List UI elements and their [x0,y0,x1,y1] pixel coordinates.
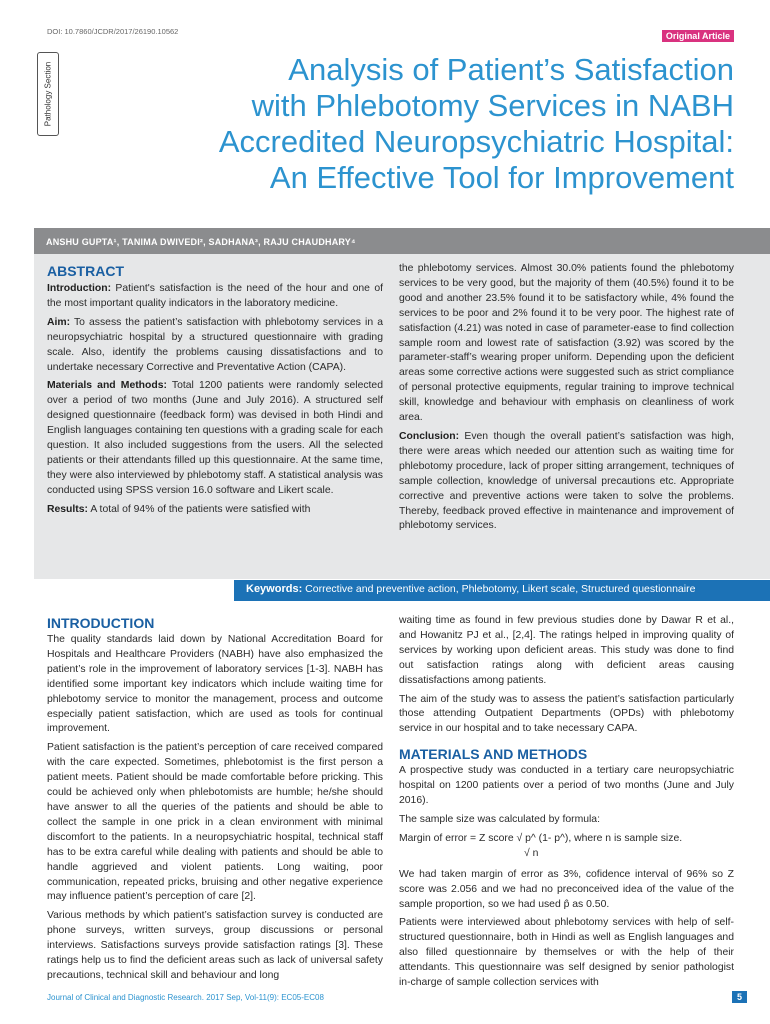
journal-footer: Journal of Clinical and Diagnostic Research. 2017 Sep, Vol-11(9): EC05-EC08 [47,993,324,1002]
title-line: An Effective Tool for Improvement [269,160,734,195]
results-text: A total of 94% of the patients were satisfied with [88,503,311,515]
aim-text: To assess the patient’s satisfaction with phlebotomy services in a neuropsychiatric hospital by a structured questionnaire with grading scale. Also, identify the problems causing dissatisfactions and to undertake necessary Corrective and Preventative Action (CAPA). [47,316,383,373]
abstract-conclusion [399,430,734,534]
article-type-badge: Original Article [662,30,734,42]
abstract-aim [47,316,383,376]
intro-text: Patient's satisfaction is the need of the hour and one of the most important quality indicators in the laboratory medicine. [47,283,383,309]
methods-paragraph: A prospective study was conducted in a tertiary care neuropsychiatric hospital on 1200 patients over a period of two months (June and July 2016). [399,765,734,807]
formula-denominator: √ n [524,847,539,859]
introduction-paragraph: Patient satisfaction is the patient’s perception of care received compared with the care expected. Sometimes, phlebotomist is the first person a patient meets. Patient should be made comfortable before pricking. This could be achieved only when phlebotomists are humble; he/she should have answer to all the queries of the patients and should be able to collect the sample in one prick in a clean environment with minimal discomfort to the patients. In a neuropsychiatric hospital, technical staff has to be extra careful while dealing with patients and should be able to handle aggrieved and violent patients. Long waiting, poor communication, repeated pricks, bruising and other negative experience may influence patient’s perception of care [2]. [47,742,383,903]
intro-label: Introduction: [47,283,112,294]
abstract-introduction [47,282,383,312]
section-tab [37,52,59,136]
methods-text: Total 1200 patients were randomly selected over a period of two months (June and July 2016). A structured self designed questionnaire (feedback form) was devised in both Hindi and English languages containing ten questions with a grading scale for each question. It also included suggestions from the users. All the selected patients or their attendants filled up this questionnaire. At the same time, they were also interviewed by phlebotomy staff. A statistical analysis was conducted using SPSS version 16.0 software and Likert scale. [47,380,383,496]
page-number: 5 [732,991,747,1003]
methods-label: Materials and Methods: [47,380,167,392]
keywords-label: Keywords: [246,583,303,595]
abstract-right-column [399,262,734,538]
methods-paragraph: The sample size was calculated by formula: [399,813,600,825]
doi-text: DOI: 10.7860/JCDR/2017/26190.10562 [47,27,179,36]
methods-paragraph: We had taken margin of error as 3%, cofidence interval of 96% so Z score was 2.056 and we had no preconceived idea of the value of the sample proportion, so we had used p̂ as 0.50. [399,868,734,910]
title-line: Analysis of Patient’s Satisfaction [288,52,734,87]
methods-heading: MATERIALS AND METHODS [399,746,588,763]
authors-bar: ANSHU GUPTA¹, TANIMA DWIVEDI², SADHANA³, RAJU CHAUDHARY⁴ [34,228,770,254]
introduction-paragraph: Various methods by which patient’s satisfaction survey is conducted are phone surveys, written surveys, group discussions or personal interviews. Satisfactions surveys provide satisfaction ratings [3]. These ratings help us to find the deficient areas such as lack of universal safety precautions, technical skill and behaviour and long [47,910,383,981]
body-left-column [47,614,383,988]
conclusion-text: Even though the overall patient’s satisfaction was high, there were areas which needed our attention such as waiting time for phlebotomy procedure, lack of proper sitting arrangement, techniques of sample collection, knowledge of universal precautions etc. Appropriate corrective and preventive actions were taken to solve the problems. Thereby, feedback proved effective in maintenance and improvement of phlebotomy services. [399,430,734,532]
abstract-methods [47,379,383,498]
title-line: Accredited Neuropsychiatric Hospital: [218,124,734,159]
keywords-bar [234,580,770,601]
introduction-paragraph: The quality standards laid down by National Accreditation Board for Hospitals and Healthcare Providers (NABH) have also emphasized the patient’s role in the improvement of laboratory services [1-3]. NABH has identified some important key indicators which include waiting time for phlebotomy service to monitor the management, process and outcome especially patient satisfaction, which are used as tools for continual improvement. [47,634,383,735]
article-title [174,52,734,196]
introduction-paragraph: The aim of the study was to assess the patient’s satisfaction particularly those attending Outpatient Departments (OPDs) with phlebotomy service in our hospital and to take necessary CAPA. [399,693,734,735]
section-label: Pathology Section [43,61,53,127]
keywords-text: Corrective and preventive action, Phlebotomy, Likert scale, Structured questionnaire [302,583,696,595]
aim-label: Aim: [47,316,71,328]
body-right-column [399,614,734,995]
abstract-left-column [47,262,383,522]
results-label: Results: [47,503,88,515]
conclusion-label: Conclusion: [399,430,460,442]
abstract-results-continued: the phlebotomy services. Almost 30.0% patients found the phlebotomy services to be very good, but the majority of them (40.5%) found it to be good and another 23.5% found it to be satisfactory while, 4% found the services to be poor and 2% found it to be very poor. The highest rate of satisfaction (4.21) was noted in case of parameter-ease to find collection sample room and lowest rate of satisfaction (3.92) was scored by the parameter-staff’s wearing proper uniform. Depending upon the deficient areas some corrective actions were suggested such as strict compliance of personal protective equipments, regular training to improve technical skill, knowledge and behaviour with emphasis on cleanliness of work area. [399,263,734,424]
introduction-heading: INTRODUCTION [47,615,155,631]
abstract-heading: ABSTRACT [47,263,124,279]
abstract-results [47,503,383,518]
title-line: with Phlebotomy Services in NABH [251,88,734,123]
margin-of-error-formula: Margin of error = Z score √ p^ (1- p^), where n is sample size. [399,832,683,844]
introduction-paragraph-continued: waiting time as found in few previous studies done by Dawar R et al., and Howanitz PJ et al., [2,4]. The ratings helped in improving quality of services by working upon deficient areas. This study was done to find out satisfaction ratings along with deficient areas causing dissatisfactions among patients. [399,615,734,686]
methods-paragraph: Patients were interviewed about phlebotomy services with help of self- structured questionnaire, both in Hindi as well as English languages and also filled questionnaire by themselves or with the help of their attendants. This questionnaire was self designed by senior pathologist in-charge of sample collection services with [399,917,734,989]
